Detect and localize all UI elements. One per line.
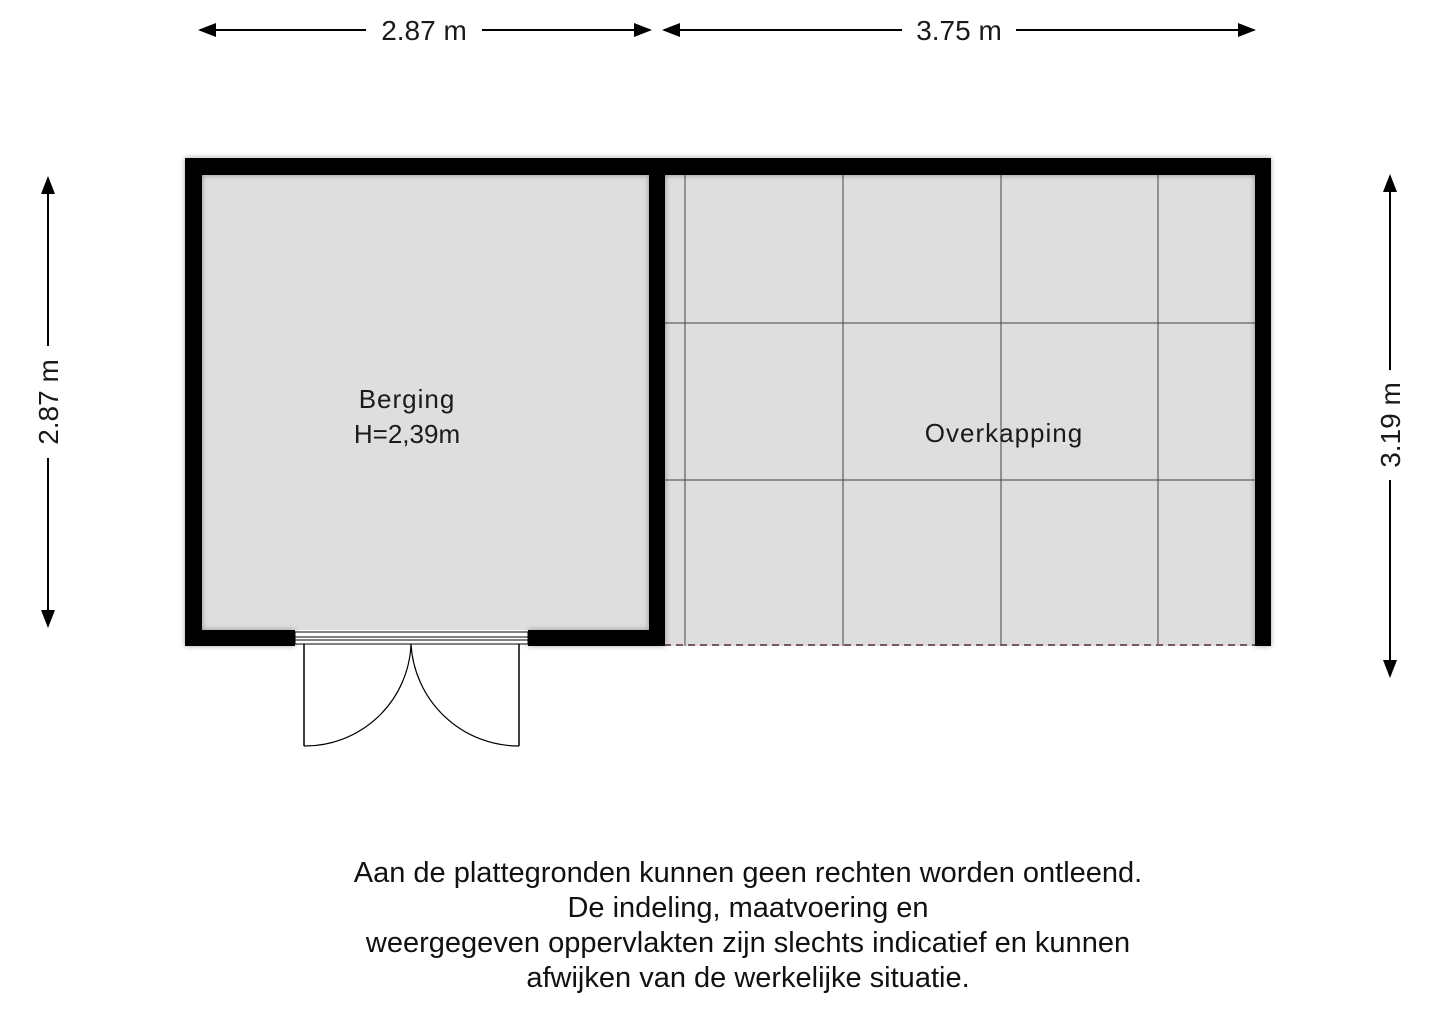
dimension-label-top-right: 3.75 m	[916, 15, 1002, 46]
disclaimer	[220, 856, 1276, 996]
dimension-label-right: 3.19 m	[1375, 382, 1406, 468]
dimension-label-left: 2.87 m	[33, 359, 64, 445]
dimension-top-right	[662, 15, 1256, 46]
dimension-right	[1375, 174, 1406, 678]
dimension-label-top-left: 2.87 m	[381, 15, 467, 46]
room-height-berging: H=2,39m	[353, 419, 461, 449]
disclaimer-line: De indeling, maatvoering en	[567, 892, 929, 924]
dimension-top-left	[198, 15, 652, 46]
disclaimer-line: afwijken van de werkelijke situatie.	[526, 962, 970, 994]
dimension-left	[33, 176, 64, 628]
room-label-overkapping: Overkapping	[924, 418, 1084, 448]
disclaimer-line: weergegeven oppervlakten zijn slechts indicatief en kunnen	[365, 927, 1131, 959]
room-label-berging: Berging	[358, 384, 456, 414]
disclaimer-line: Aan de plattegronden kunnen geen rechten worden ontleend.	[353, 857, 1143, 889]
double-door	[295, 632, 528, 746]
overkapping-floor	[664, 174, 1256, 646]
